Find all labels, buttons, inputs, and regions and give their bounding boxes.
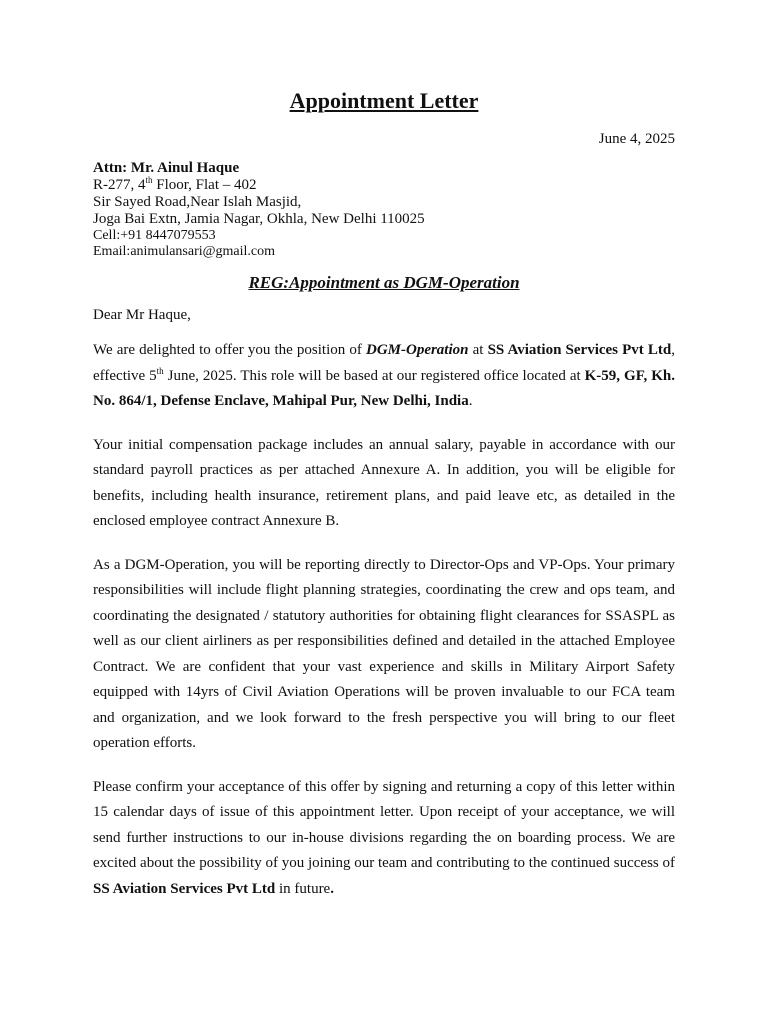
paragraph-acceptance: Please confirm your acceptance of this offer by signing and returning a copy of this letter within 15 calendar days of issue of this appointment letter. Upon receipt of your acceptance, we will send further instructions to our in-house divisions regarding the on boarding process. We are excited about the possibility of you joining our team and contributing to the continued success of SS Aviation Services Pvt Ltd in future. <box>93 778 675 897</box>
subject-line: REG:Appointment as DGM-Operation <box>248 273 520 292</box>
letter-date: June 4, 2025 <box>598 131 675 147</box>
document-title: Appointment Letter <box>289 88 479 113</box>
letter-page <box>93 86 675 902</box>
recipient-cell: Cell:+91 8447079553 <box>93 228 216 243</box>
recipient-address-block <box>93 160 675 260</box>
recipient-attn: Attn: Mr. Ainul Haque <box>93 160 240 176</box>
salutation: Dear Mr Haque, <box>93 307 191 323</box>
paragraph-offer: We are delighted to offer you the position of DGM-Operation at SS Aviation Services Pvt Ltd, effective 5th June, 2025. This role will be based at our registered office located at K-59, GF, Kh. No. 864/1, Defense Enclave, Mahipal Pur, New Delhi, India. <box>93 342 675 409</box>
recipient-address-line-2: Sir Sayed Road,Near Islah Masjid, <box>93 194 302 210</box>
paragraph-compensation: Your initial compensation package includes an annual salary, payable in accordance with our standard payroll practices as per attached Annexure A. In addition, you will be eligible for benefits, including health insurance, retirement plans, and paid leave etc, as detailed in the enclosed employee contract Annexure B. <box>93 436 675 529</box>
paragraph-responsibilities: As a DGM-Operation, you will be reporting directly to Director-Ops and VP-Ops. Your primary responsibilities will include flight planning strategies, coordinating the crew and ops team, and coordinating the designated / statutory authorities for obtaining flight clearances for SSASPL as well as our client airliners as per responsibilities defined and detailed in the attached Employee Contract. We are confident that your vast experience and skills in Military Airport Safety equipped with 14yrs of Civil Aviation Operations will be proven invaluable to our FCA team and organization, and we look forward to the fresh perspective you will bring to our fleet operation efforts. <box>93 556 675 751</box>
recipient-address-line-3: Joga Bai Extn, Jamia Nagar, Okhla, New Delhi 110025 <box>93 211 425 227</box>
recipient-email: Email:animulansari@gmail.com <box>93 244 276 259</box>
recipient-address-line-1: R-277, 4th Floor, Flat – 402 <box>93 175 257 193</box>
